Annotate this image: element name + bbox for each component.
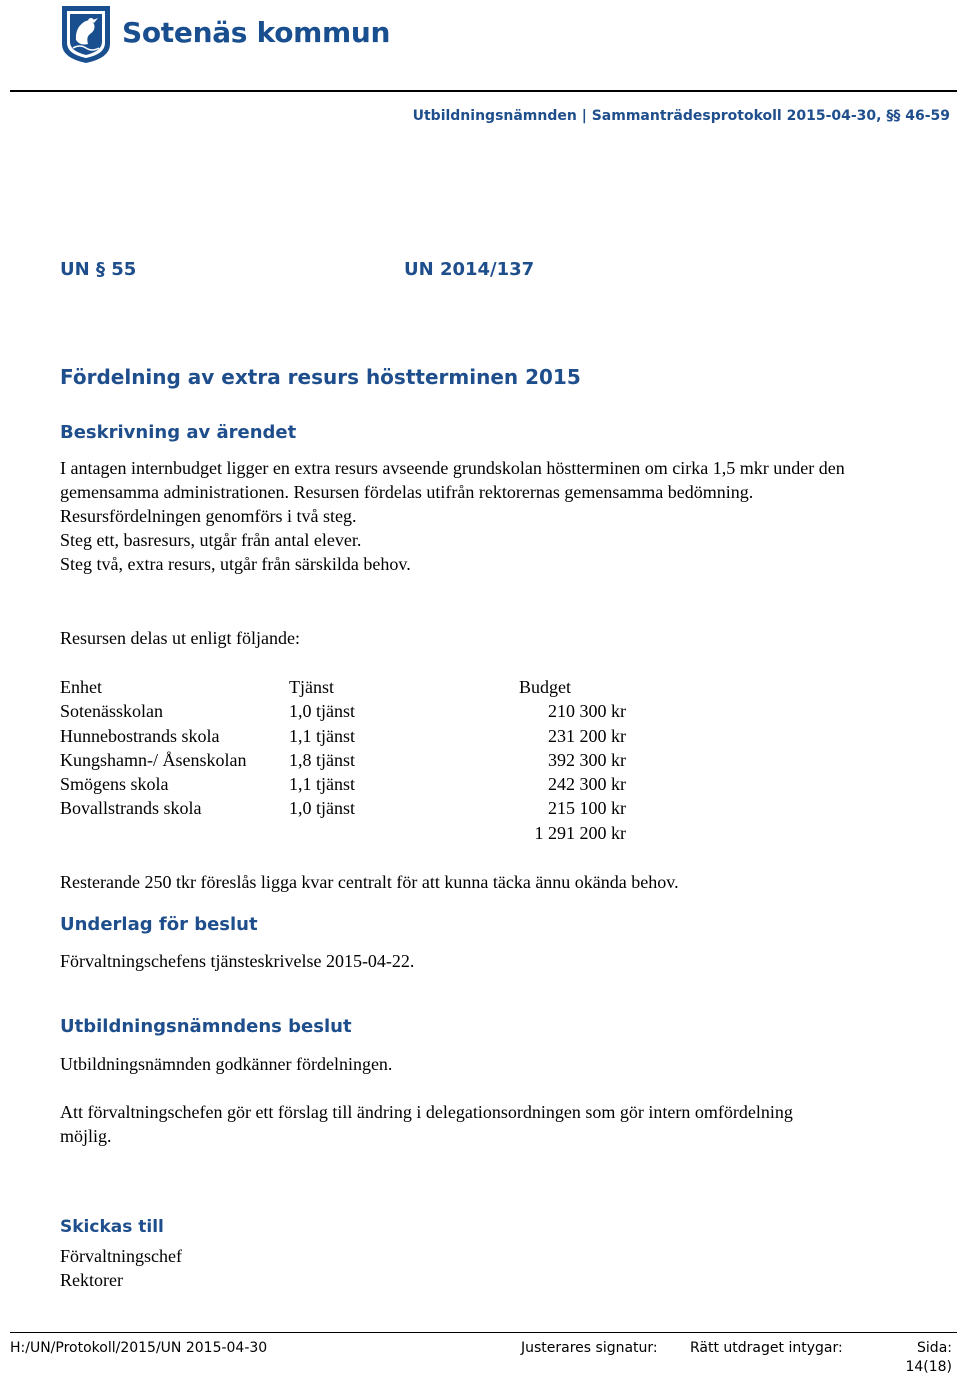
budget-cell: 392 300 kr [548,749,626,770]
send-to-list [60,1244,900,1292]
unit-cell: Kungshamn-/ Åsenskolan [60,749,247,770]
document-header: Utbildningsnämnden | Sammanträdesprotokoll 2015-04-30, §§ 46-59 [412,108,950,124]
send-to-heading: Skickas till [60,1217,164,1237]
footer-page-label: Sida: [917,1340,952,1356]
recipient-item: Förvaltningschef [60,1246,182,1266]
table-header-row [60,675,626,699]
budget-table [60,675,626,845]
table-row [60,724,626,748]
unit-cell: Bovallstrands skola [60,798,202,819]
table-row [60,772,626,796]
description-line-2: Steg ett, basresurs, utgår från antal elever. [60,530,362,550]
position-cell: 1,0 tjänst [289,798,355,819]
column-header-unit: Enhet [60,677,102,697]
basis-text: Förvaltningschefens tjänsteskrivelse 2015-04-22. [60,951,415,971]
position-cell: 1,0 tjänst [289,701,355,722]
remaining-note: Resterande 250 tkr föreslås ligga kvar centralt för att kunna täcka ännu okända behov. [60,872,679,892]
decision-heading: Utbildningsnämndens beslut [60,1016,352,1037]
table-row [60,796,626,820]
basis-heading: Underlag för beslut [60,914,258,935]
footer-certified-label: Rätt utdraget intygar: [690,1340,843,1356]
header-divider [10,90,957,92]
unit-cell: Hunnebostrands skola [60,725,220,746]
description-line-1: Resursfördelningen genomförs i två steg. [60,506,357,526]
position-cell: 1,1 tjänst [289,725,355,746]
page-title: Fördelning av extra resurs höstterminen 2015 [60,365,581,389]
footer-file-path: H:/UN/Protokoll/2015/UN 2015-04-30 [10,1340,268,1356]
budget-cell: 231 200 kr [548,725,626,746]
unit-cell: Sotenässkolan [60,701,163,722]
table-row [60,748,626,772]
column-header-position: Tjänst [289,677,334,697]
position-cell: 1,8 tjänst [289,749,355,770]
budget-cell: 242 300 kr [548,774,626,795]
footer-divider [10,1332,957,1333]
logo-text: Sotenäs kommun [122,16,391,49]
budget-total: 1 291 200 kr [534,822,626,843]
footer-signature-label: Justerares signatur: [521,1340,658,1356]
case-reference: UN 2014/137 [404,259,535,280]
distribution-intro: Resursen delas ut enligt följande: [60,628,300,648]
decision-text-1: Utbildningsnämnden godkänner fördelningen. [60,1054,393,1074]
paragraph-number: UN § 55 [60,259,137,280]
table-total-row [60,821,626,845]
description-paragraph: I antagen internbudget ligger en extra resurs avseende grundskolan höstterminen om cirka 1,5 mkr under den gemensamma administrationen. Resursen fördelas utifrån rektorernas gemensamma bedömning. [60,458,845,502]
description-heading: Beskrivning av ärendet [60,422,297,443]
column-header-budget: Budget [519,677,571,697]
municipal-crest-icon [60,4,112,64]
decision-text-2: Att förvaltningschefen gör ett förslag till ändring i delegationsordningen som gör intern omfördelning möjlig. [60,1102,793,1146]
recipient-item: Rektorer [60,1270,123,1290]
unit-cell: Smögens skola [60,774,169,795]
budget-cell: 210 300 kr [548,701,626,722]
description-body [60,456,900,576]
position-cell: 1,1 tjänst [289,774,355,795]
description-line-3: Steg två, extra resurs, utgår från särskilda behov. [60,554,411,574]
footer-page-number: 14(18) [905,1359,952,1375]
table-row [60,699,626,723]
budget-cell: 215 100 kr [548,798,626,819]
